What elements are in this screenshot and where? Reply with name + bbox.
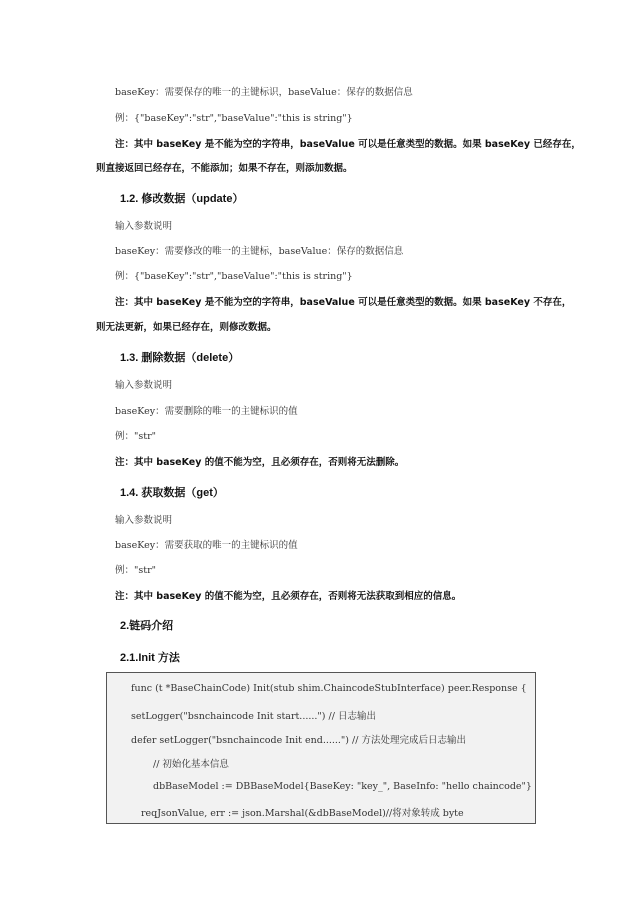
insert-note-line2: 则直接返回已经存在，不能添加；如果不存在，则添加数据。 [96,163,353,174]
update-example-text: 例：{"baseKey":"str","baseValue":"this is string"} [115,271,353,282]
chaincode-heading: 2.链码介绍 [120,620,174,632]
insert-params-text: baseKey：需要保存的唯一的主键标识，baseValue：保存的数据信息 [115,87,413,98]
get-intro-text: 输入参数说明 [115,515,173,526]
update-heading: 1.2. 修改数据（update） [120,193,244,205]
get-params-text: baseKey：需要获取的唯一的主键标识的值 [115,540,298,551]
code-line: // 初始化基本信息 [153,759,229,770]
code-line: reqJsonValue, err := json.Marshal(&dbBaseModel)//将对象转成 byte [141,808,464,819]
code-block [106,672,536,824]
update-note-line1: 注：其中 baseKey 是不能为空的字符串，baseValue 可以是任意类型的数据。如果 baseKey 不存在， [115,297,572,308]
code-line: func (t *BaseChainCode) Init(stub shim.ChaincodeStubInterface) peer.Response { [131,683,527,694]
code-line: dbBaseModel := DBBaseModel{BaseKey: "key_", BaseInfo: "hello chaincode"} [153,781,532,792]
delete-params-text: baseKey：需要删除的唯一的主键标识的值 [115,406,298,417]
insert-example-text: 例：{"baseKey":"str","baseValue":"this is string"} [115,113,353,124]
delete-note-text: 注：其中 baseKey 的值不能为空，且必须存在，否则将无法删除。 [115,457,405,468]
get-note-text: 注：其中 baseKey 的值不能为空，且必须存在，否则将无法获取到相应的信息。 [115,591,462,602]
insert-note-line1: 注：其中 baseKey 是不能为空的字符串，baseValue 可以是任意类型的数据。如果 baseKey 已经存在， [115,139,581,150]
update-params-text: baseKey：需要修改的唯一的主键标，baseValue：保存的数据信息 [115,246,404,257]
code-line: setLogger("bsnchaincode Init start......") // 日志输出 [131,711,376,722]
code-line: defer setLogger("bsnchaincode Init end......") // 方法处理完成后日志输出 [131,735,466,746]
delete-heading: 1.3. 删除数据（delete） [120,352,240,364]
delete-intro-text: 输入参数说明 [115,380,173,391]
get-example-text: 例："str" [115,565,156,576]
update-intro-text: 输入参数说明 [115,221,173,232]
init-heading: 2.1.Init 方法 [120,652,180,664]
get-heading: 1.4. 获取数据（get） [120,487,224,499]
delete-example-text: 例："str" [115,431,156,442]
update-note-line2: 则无法更新，如果已经存在，则修改数据。 [96,322,277,333]
